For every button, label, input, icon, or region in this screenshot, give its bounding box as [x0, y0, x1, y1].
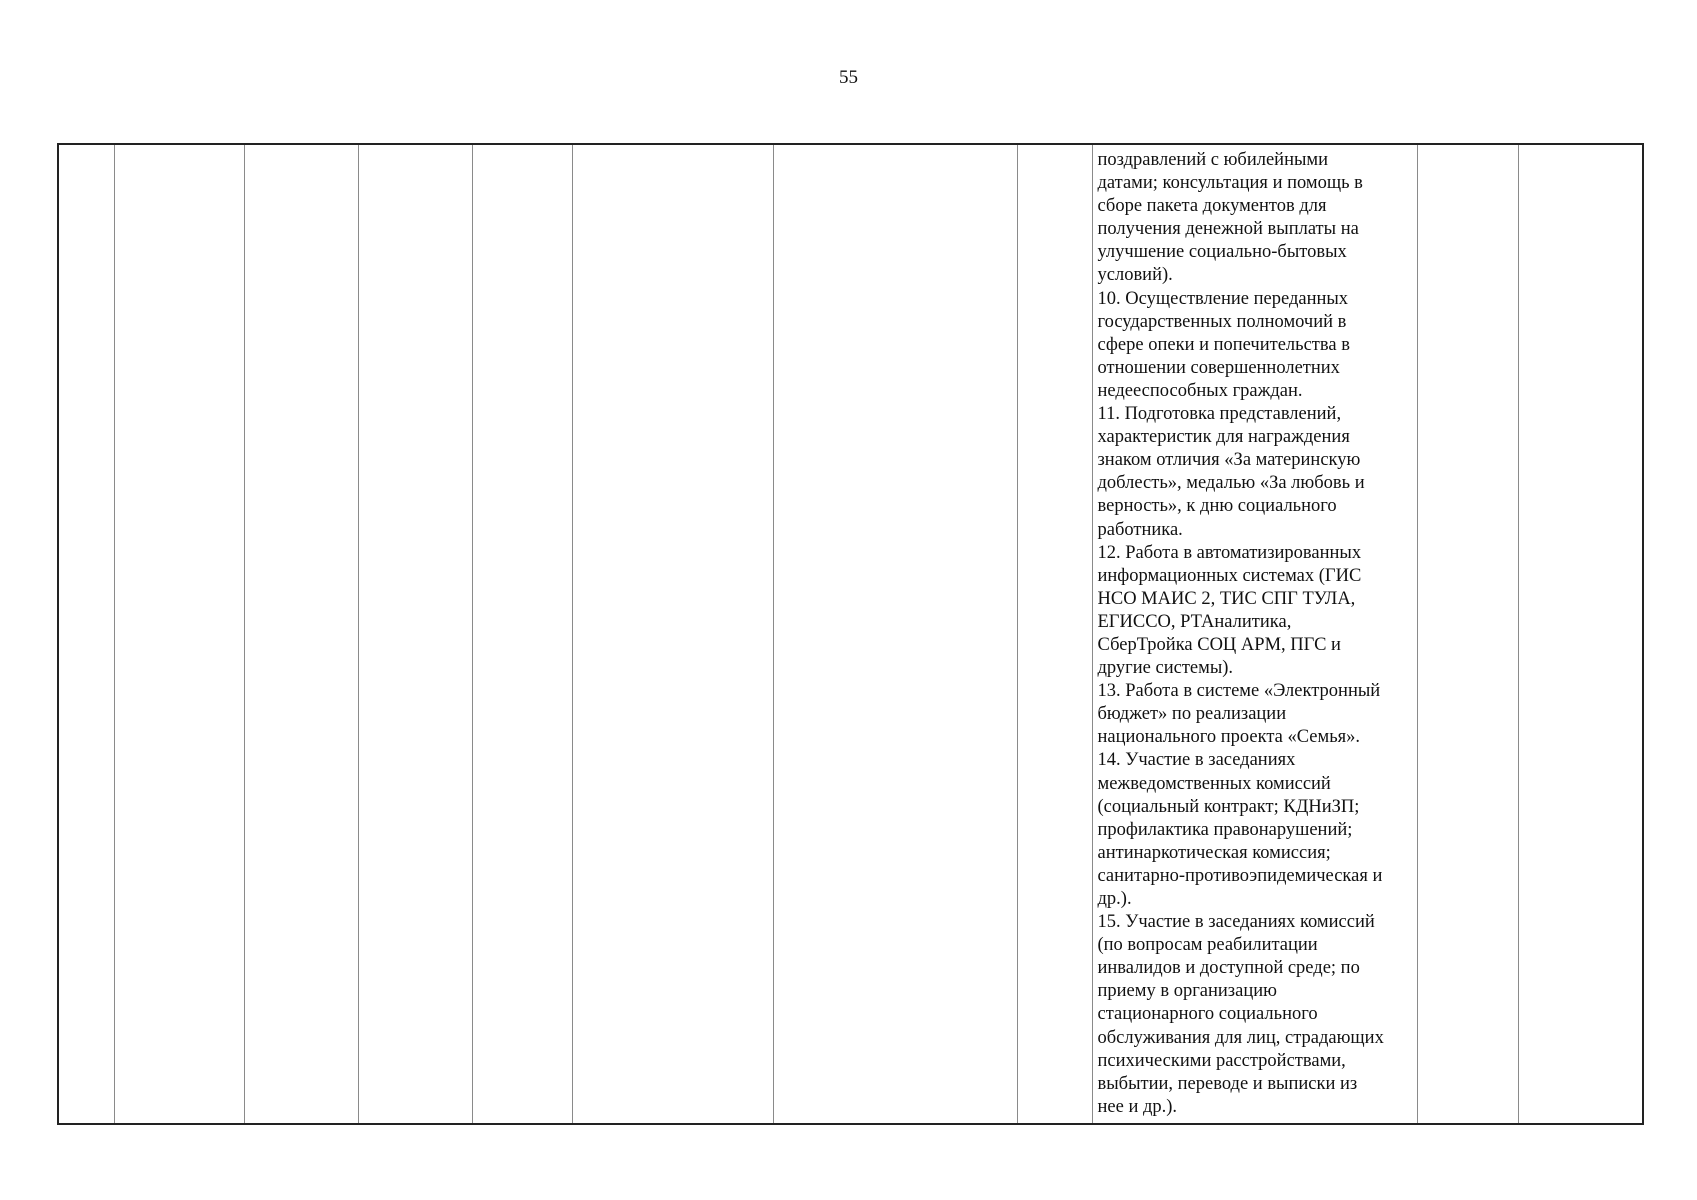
cell-text-line: НСО МАИС 2, ТИС СПГ ТУЛА, [1097, 588, 1356, 609]
cell-text-line: 11. Подготовка представлений, [1097, 404, 1342, 425]
cell-text-line: нее и др.). [1097, 1096, 1178, 1117]
cell-text-line: бюджет» по реализации [1097, 704, 1287, 725]
table-cell-empty [358, 144, 472, 1124]
cell-text-line: другие системы). [1097, 658, 1234, 679]
cell-text-line: 14. Участие в заседаниях [1097, 750, 1296, 771]
cell-text-line: отношении совершеннолетних [1097, 357, 1340, 378]
page-number: 55 [839, 67, 858, 88]
table-cell-empty [1417, 144, 1518, 1124]
cell-text-line: сфере опеки и попечительства в [1097, 334, 1350, 355]
cell-text-line: информационных системах (ГИС [1097, 565, 1362, 586]
cell-text-line: межведомственных комиссий [1097, 773, 1331, 794]
table-cell-empty [58, 144, 114, 1124]
cell-text-line: датами; консультация и помощь в [1097, 173, 1363, 194]
cell-text-line: стационарного социального [1097, 1004, 1318, 1025]
cell-text-line: (по вопросам реабилитации [1097, 935, 1318, 956]
cell-text-line: ЕГИССО, РТАналитика, [1097, 611, 1292, 632]
cell-text-line: условий). [1097, 265, 1173, 286]
duties-text-cell [1092, 144, 1417, 1124]
table-cell-empty [114, 144, 244, 1124]
cell-text-line: верность», к дню социального [1097, 496, 1337, 517]
cell-text-line: 15. Участие в заседаниях комиссий [1097, 912, 1375, 933]
table-cell-empty [472, 144, 572, 1124]
cell-text-line: др.). [1097, 889, 1132, 909]
cell-text-line: 10. Осуществление переданных [1097, 288, 1349, 309]
cell-text-line: получения денежной выплаты на [1097, 219, 1359, 240]
cell-text-line: 13. Работа в системе «Электронный [1097, 681, 1381, 702]
cell-text-line: приему в организацию [1097, 981, 1277, 1002]
cell-text-line: профилактика правонарушений; [1097, 819, 1353, 840]
cell-text-line: инвалидов и доступной среде; по [1097, 958, 1360, 979]
cell-text-line: недееспособных граждан. [1097, 380, 1303, 401]
cell-text-line: улучшение социально-бытовых [1097, 242, 1347, 263]
cell-text-line: антинаркотическая комиссия; [1097, 842, 1331, 863]
cell-text-line: государственных полномочий в [1097, 311, 1347, 332]
cell-text-line: работника. [1097, 519, 1183, 540]
table-cell-empty [572, 144, 773, 1124]
table-row [58, 144, 1643, 1124]
cell-text-line: 12. Работа в автоматизированных [1097, 542, 1362, 563]
table-cell-empty [244, 144, 358, 1124]
table-cell-empty [1017, 144, 1092, 1124]
cell-text-line: СберТройка СОЦ АРМ, ПГС и [1097, 634, 1341, 655]
cell-text-line: поздравлений с юбилейными [1097, 150, 1329, 170]
table-cell-empty [1518, 144, 1643, 1124]
cell-text-line: обслуживания для лиц, страдающих [1097, 1027, 1384, 1048]
cell-text-line: знаком отличия «За материнскую [1097, 450, 1361, 471]
cell-text-line: доблесть», медалью «За любовь и [1097, 473, 1365, 494]
document-table [57, 143, 1644, 1125]
cell-text-line: выбытии, переводе и выписки из [1097, 1073, 1358, 1094]
cell-text-line: характеристик для награждения [1097, 427, 1350, 448]
cell-text-line: сборе пакета документов для [1097, 196, 1327, 217]
cell-text-line: санитарно-противоэпидемическая и [1097, 865, 1383, 886]
cell-text-line: психическими расстройствами, [1097, 1050, 1346, 1071]
cell-text-line: (социальный контракт; КДНиЗП; [1097, 796, 1360, 817]
table-cell-empty [773, 144, 1017, 1124]
cell-text-line: национального проекта «Семья». [1097, 727, 1361, 748]
